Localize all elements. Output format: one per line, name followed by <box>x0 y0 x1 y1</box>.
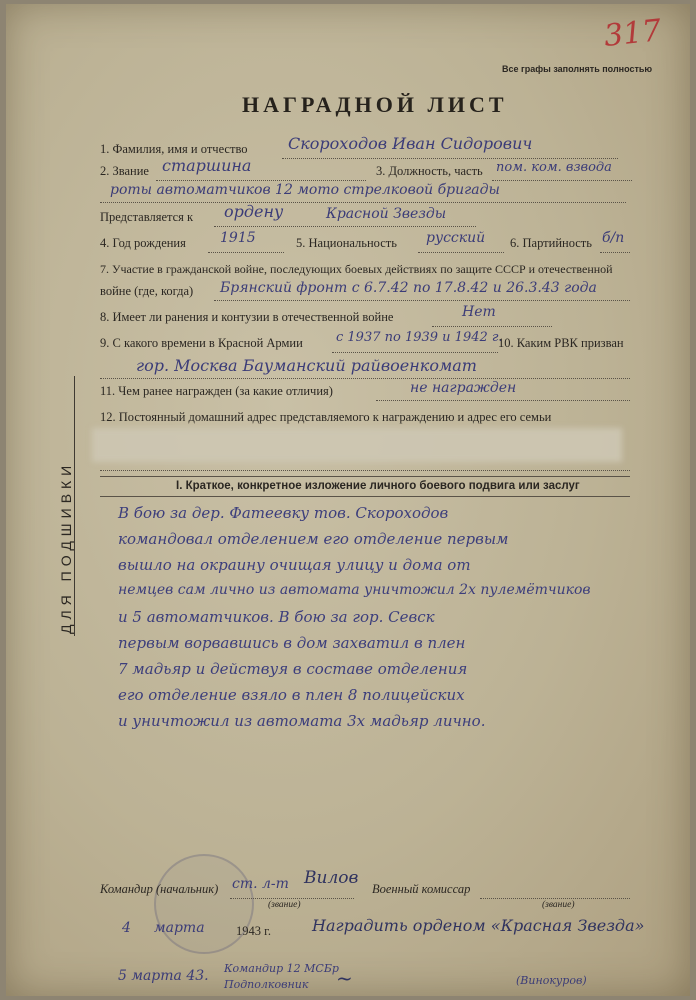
commissar-label: Военный комиссар <box>372 882 471 896</box>
narrative-line: и уничтожил из автомата 3х мадьяр лично. <box>118 712 486 730</box>
bottom-commander: Командир 12 МСБр <box>224 962 339 975</box>
field-position-value-b: роты автоматчиков 12 мото стрелковой бригады <box>110 182 500 198</box>
narrative-line: командовал отделением его отделение первым <box>118 530 509 548</box>
field-birth-value: 1915 <box>220 230 256 246</box>
field-nationality-label: 5. Национальность <box>296 236 397 250</box>
field-army-label: 9. С какого времени в Красной Армии <box>100 336 303 350</box>
field-party-line <box>600 252 630 253</box>
field-party-value: б/п <box>602 230 625 246</box>
instruction-note: Все графы заполнять полностью <box>502 64 653 74</box>
narrative-line: В бою за дер. Фатеевку тов. Скороходов <box>118 504 449 522</box>
date-day: 4 <box>122 920 131 936</box>
field-prev-awards-line <box>376 400 630 401</box>
archive-number: 317 <box>602 13 663 54</box>
field-rvk-value: гор. Москва Бауманский райвоенкомат <box>136 356 477 375</box>
field-position-value-a: пом. ком. взвода <box>496 160 612 175</box>
field-war-line <box>214 300 630 301</box>
field-name-label: 1. Фамилия, имя и отчество <box>100 142 248 156</box>
field-birth-line <box>208 252 284 253</box>
resolution-text: Наградить орденом «Красная Звезда» <box>312 916 645 935</box>
commander-line <box>230 898 354 899</box>
field-wounds-value: Нет <box>462 304 496 320</box>
field-name-line <box>282 158 618 159</box>
field-presented-value-a: ордену <box>224 202 284 221</box>
field-nationality-line <box>418 252 504 253</box>
bottom-rank: Подполковник <box>224 978 309 991</box>
field-rank-value: старшина <box>162 156 252 175</box>
section-bottom-rule <box>100 496 630 497</box>
field-address-line <box>100 470 630 471</box>
commander-rank: ст. л-т <box>232 876 289 892</box>
date-year: 1943 г. <box>236 924 271 938</box>
field-presented-line <box>214 226 476 227</box>
field-rank-line <box>156 180 366 181</box>
field-presented-label: Представляется к <box>100 210 194 224</box>
field-position-line-b <box>100 202 626 203</box>
field-prev-awards-label: 11. Чем ранее награжден (за какие отличия) <box>100 384 333 398</box>
binding-line <box>74 376 75 636</box>
field-war-value: Брянский фронт с 6.7.42 по 17.8.42 и 26.3.43 года <box>220 280 597 296</box>
side-label: ДЛЯ ПОДШИВКИ <box>58 460 74 634</box>
field-prev-awards-value: не награжден <box>410 380 517 396</box>
field-name-value: Скороходов Иван Сидорович <box>288 134 533 153</box>
field-presented-value-b: Красной Звезды <box>326 206 447 222</box>
commander-signature: Вилов <box>304 868 359 888</box>
narrative-line: 7 мадьяр и действуя в составе отделения <box>118 660 468 678</box>
redacted-address <box>92 428 622 462</box>
field-address-label: 12. Постоянный домашний адрес представляемого к награждению и адрес его семьи <box>100 410 552 424</box>
document-title: НАГРАДНОЙ ЛИСТ <box>242 92 508 117</box>
narrative-line: первым ворвавшись в дом захватил в плен <box>118 634 466 652</box>
narrative-line: немцев сам лично из автомата уничтожил 2х пулемётчиков <box>118 582 591 598</box>
field-army-line <box>332 352 498 353</box>
narrative-line: его отделение взяло в плен 8 полицейских <box>118 686 465 704</box>
date-month: марта <box>154 920 205 936</box>
field-rvk-line <box>100 378 630 379</box>
field-war-label-a: 7. Участие в гражданской войне, последующих боевых действиях по защите СССР и отечественной <box>100 262 613 276</box>
field-wounds-label: 8. Имеет ли ранения и контузии в отечественной войне <box>100 310 394 324</box>
commander-label: Командир (начальник) <box>100 882 219 896</box>
field-rank-label: 2. Звание <box>100 164 149 178</box>
bottom-name: (Винокуров) <box>516 974 587 987</box>
field-nationality-value: русский <box>426 230 486 246</box>
field-birth-label: 4. Год рождения <box>100 236 186 250</box>
field-party-label: 6. Партийность <box>510 236 592 250</box>
bottom-date: 5 марта 43. <box>118 968 209 984</box>
narrative-line: вышло на окраину очищая улицу и дома от <box>118 556 471 574</box>
section-top-rule <box>100 476 630 477</box>
field-position-label: 3. Должность, часть <box>376 164 483 178</box>
commissar-line <box>480 898 630 899</box>
narrative-line: и 5 автоматчиков. В бою за гор. Севск <box>118 608 435 626</box>
official-stamp <box>154 854 254 954</box>
commander-rank-caption: (звание) <box>268 900 301 910</box>
field-rvk-label: 10. Каким РВК призван <box>498 336 624 350</box>
bottom-signature-mark: ~ <box>336 966 354 990</box>
field-army-value: с 1937 по 1939 и 1942 г. <box>336 330 503 345</box>
commissar-rank-caption: (звание) <box>542 900 575 910</box>
field-position-line <box>492 180 632 181</box>
section-title: I. Краткое, конкретное изложение личного боевого подвига или заслуг <box>176 480 580 492</box>
field-wounds-line <box>432 326 552 327</box>
field-war-label-b: войне (где, когда) <box>100 284 194 298</box>
award-sheet <box>6 4 690 996</box>
